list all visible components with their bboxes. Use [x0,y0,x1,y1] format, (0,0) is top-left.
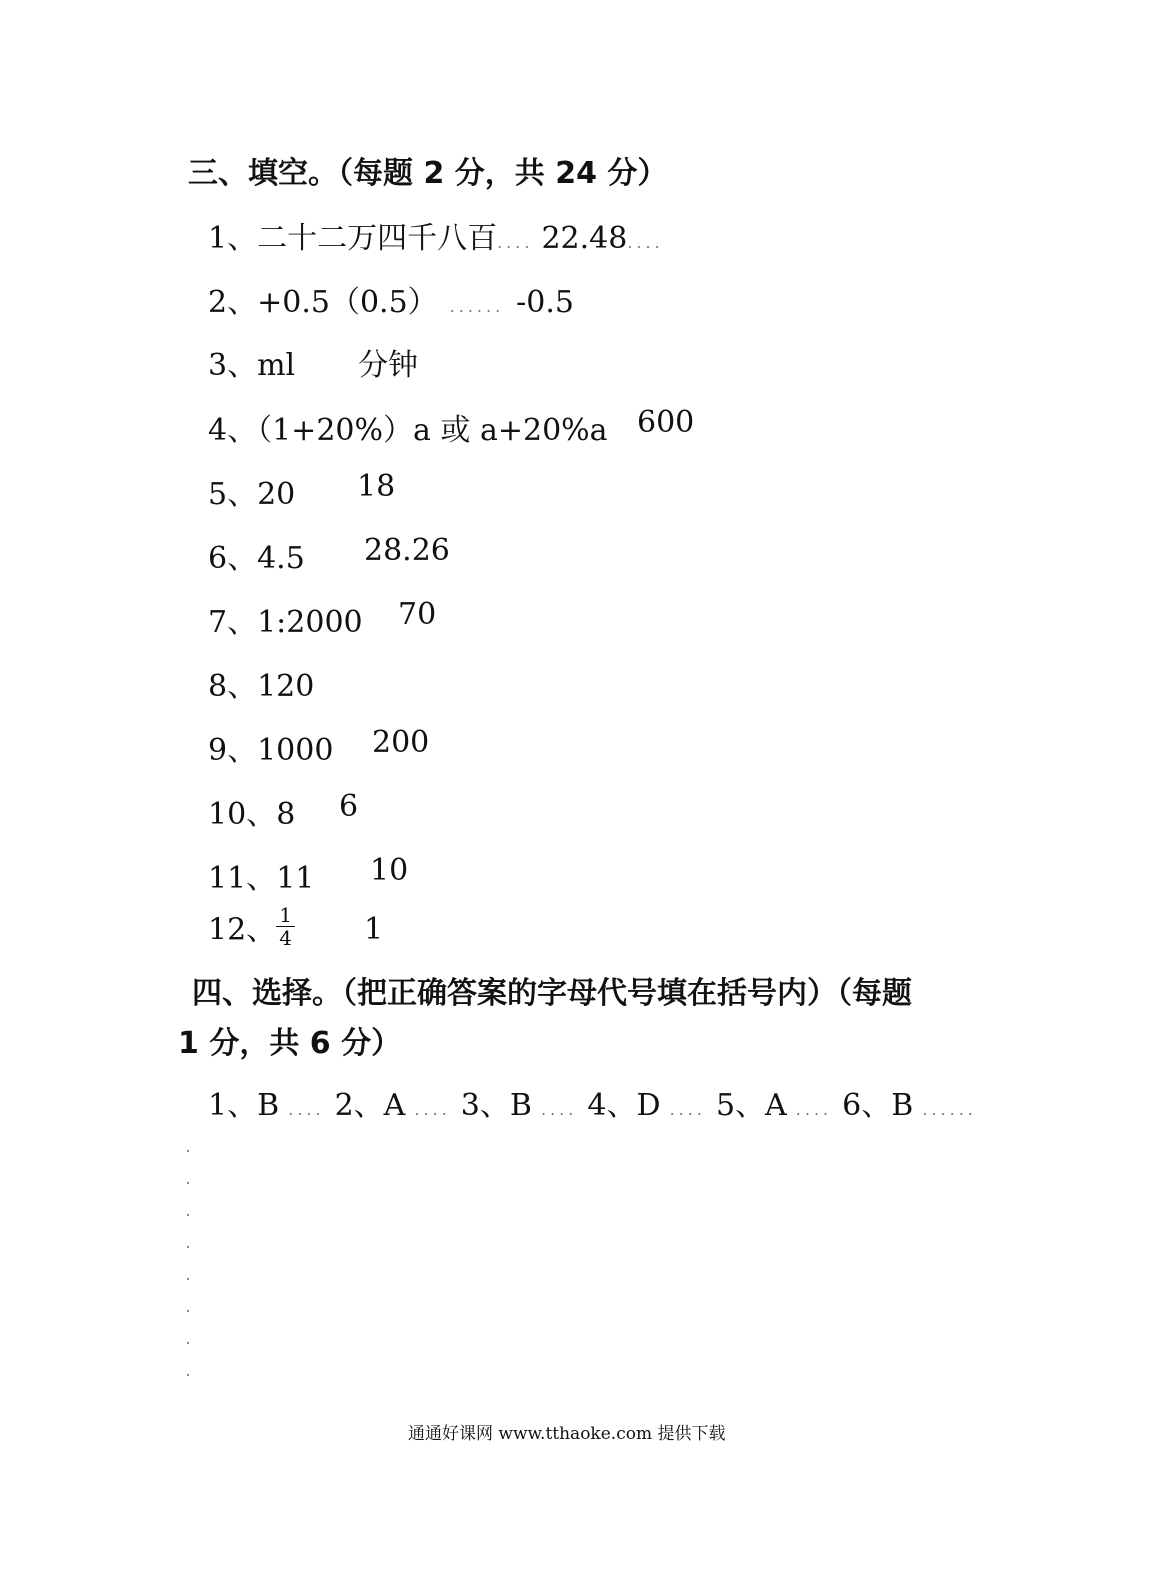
item-number: 9、 [208,733,258,768]
fill-blank-item-11-b: 10 [370,853,409,888]
item-number: 8、 [208,669,258,704]
answer-a: 20 [257,477,296,512]
dot-leader: .... [279,1100,325,1119]
dot-leader: .... [405,1100,451,1119]
item-number: 4、 [208,413,258,448]
dot-leader: .... [497,233,534,252]
fill-blank-item-5 [208,469,295,513]
fill-blank-item-3 [208,340,295,384]
fill-blank-item-4 [208,405,608,449]
section-4-title-line-1: 四、选择。（把正确答案的字母代号填在括号内）（每题 [192,976,912,1011]
choice-answer-6: 6、B [842,1088,914,1123]
section-4-title-line-2: 1 分，共 6 分） [178,1026,402,1061]
fill-blank-item-8 [208,661,314,705]
answer-a: 4.5 [257,541,305,576]
dot-leader: .... [786,1100,833,1119]
choice-answer-1: 1、B [208,1088,280,1123]
margin-dot [187,1214,189,1216]
answer-a: 1:2000 [257,605,363,640]
fill-blank-item-4-b: 600 [637,405,695,440]
fill-blank-item-3-b: 分钟 [358,348,418,383]
fill-blank-item-9-b: 200 [372,725,430,760]
choice-answer-3: 3、B [460,1088,532,1123]
item-number: 7、 [208,605,258,640]
answer-a: ml [257,348,296,383]
item-number: 12、 [208,912,277,948]
margin-dot [187,1150,189,1152]
choice-answer-2: 2、A [334,1088,406,1123]
answer-a: 二十二万四千八百 [257,221,498,256]
item-number: 6、 [208,541,258,576]
fill-blank-item-9 [208,725,333,769]
item-number: 10、 [208,797,277,832]
fraction-denominator: 4 [279,926,292,950]
fill-blank-item-7 [208,597,363,641]
margin-dot [187,1182,189,1184]
answer-a: 8 [276,797,296,832]
fill-blank-item-6 [208,533,305,577]
item-number: 11、 [208,861,277,896]
answer-a: 120 [257,669,315,704]
item-number: 2、 [208,285,258,320]
choice-answer-5: 5、A [715,1088,787,1123]
fill-blank-item-5-b: 18 [357,469,396,504]
dot-leader: ...... [913,1100,977,1119]
footer-credit: 通通好课网 www.tthaoke.com 提供下载 [408,1424,726,1444]
answer-a: 1000 [257,733,334,768]
item-number: 5、 [208,477,258,512]
fill-blank-item-1 [208,213,664,257]
fill-blank-item-6-b: 28.26 [364,533,450,568]
fill-blank-item-12 [208,904,295,949]
item-number: 1、 [208,221,258,256]
answer-b: -0.5 [516,285,575,320]
fraction-numerator: 1 [276,904,295,927]
dot-leader: .... [531,1100,578,1119]
margin-dot [187,1342,189,1344]
fill-blank-item-10-b: 6 [339,789,359,824]
dot-leader: ...... [449,297,505,316]
answer-b: 22.48 [541,221,628,256]
item-number: 3、 [208,348,258,383]
margin-dot [187,1278,189,1280]
choice-answers-row [208,1080,977,1124]
margin-dot [187,1374,189,1376]
answer-a: +0.5（0.5） [257,285,438,320]
margin-dot [187,1246,189,1248]
margin-dot [187,1310,189,1312]
fraction [276,904,295,949]
answer-a: （1+20%）a 或 a+20%a [257,413,608,448]
fill-blank-item-11 [208,853,314,897]
fill-blank-item-10 [208,789,295,833]
dot-leader: .... [660,1100,706,1119]
choice-answer-4: 4、D [587,1088,661,1123]
fill-blank-item-7-b: 70 [398,597,437,632]
section-3-title: 三、填空。（每题 2 分，共 24 分） [188,156,668,191]
dot-leader: .... [627,233,664,252]
fill-blank-item-12-b: 1 [364,912,384,947]
fill-blank-item-2 [208,277,574,321]
answer-a: 11 [276,861,315,896]
